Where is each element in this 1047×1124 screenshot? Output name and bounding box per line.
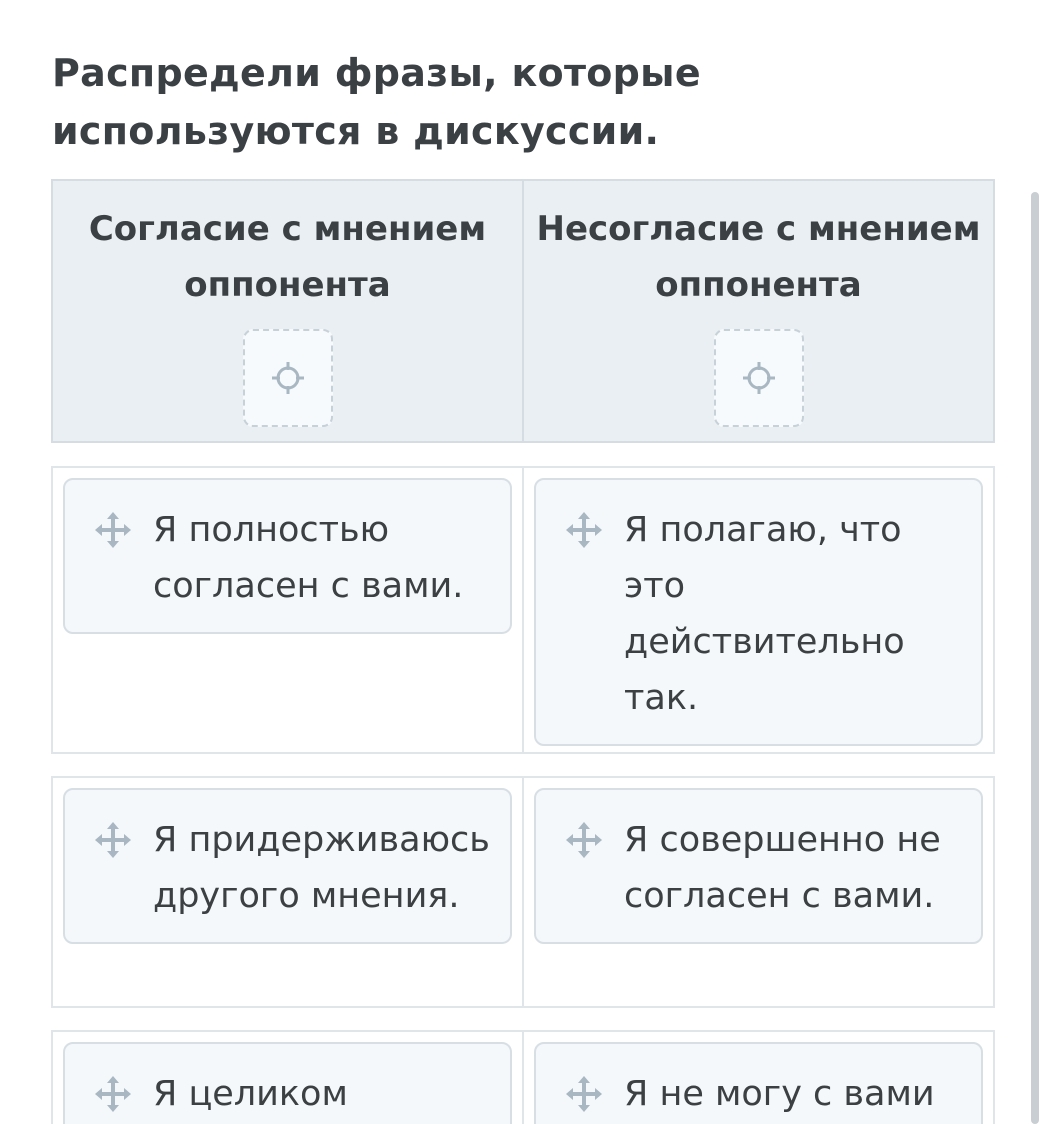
phrase-text: Я полагаю, что это действительно так. xyxy=(624,510,905,718)
category-agreement xyxy=(53,181,522,441)
crosshair-move-icon xyxy=(270,360,306,396)
phrase-cell xyxy=(53,1032,522,1124)
move-arrows-icon xyxy=(564,820,604,860)
phrase-card[interactable] xyxy=(63,478,512,634)
move-arrows-icon xyxy=(564,1074,604,1114)
phrase-row xyxy=(51,466,995,754)
crosshair-move-icon xyxy=(741,360,777,396)
move-arrows-icon xyxy=(564,510,604,550)
phrase-text: Я не могу с вами xyxy=(624,1074,935,1114)
category-disagreement xyxy=(522,181,993,441)
phrase-card[interactable] xyxy=(63,1042,512,1124)
phrase-card[interactable] xyxy=(534,1042,983,1124)
phrase-text: Я полностью согласен с вами. xyxy=(153,510,464,606)
phrase-cell xyxy=(522,468,993,752)
phrase-row xyxy=(51,776,995,1008)
category-header xyxy=(51,179,995,443)
drop-zone-agreement[interactable] xyxy=(243,329,333,427)
drop-zone-disagreement[interactable] xyxy=(714,329,804,427)
phrase-cell xyxy=(53,468,522,752)
move-arrows-icon xyxy=(93,510,133,550)
phrase-card[interactable] xyxy=(534,478,983,746)
phrase-text: Я целиком xyxy=(153,1074,348,1114)
move-arrows-icon xyxy=(93,1074,133,1114)
phrase-cell xyxy=(522,778,993,1006)
phrase-row xyxy=(51,1030,995,1124)
phrase-text: Я совершенно не согласен с вами. xyxy=(624,820,941,916)
phrase-card[interactable] xyxy=(63,788,512,944)
phrase-cell xyxy=(53,778,522,1006)
category-label: Несогласие с мнением оппонента xyxy=(536,209,981,305)
phrase-text: Я придерживаюсь другого мнения. xyxy=(153,820,490,916)
task-title: Распредели фразы, которые используются в дискуссии. xyxy=(52,51,701,153)
move-arrows-icon xyxy=(93,820,133,860)
scrollbar[interactable] xyxy=(1031,192,1039,1124)
phrase-card[interactable] xyxy=(534,788,983,944)
phrase-cell xyxy=(522,1032,993,1124)
category-label: Согласие с мнением оппонента xyxy=(88,209,487,305)
